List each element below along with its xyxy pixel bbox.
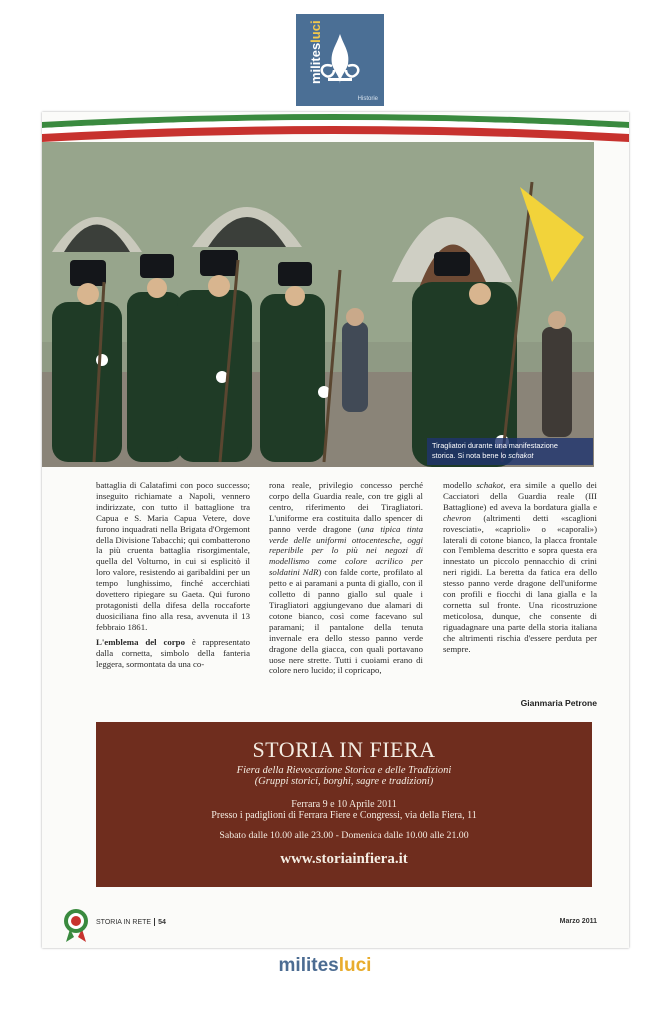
rosette-icon xyxy=(60,907,92,943)
text-run: modello xyxy=(443,480,477,490)
militesluci-logo xyxy=(296,14,384,106)
paragraph xyxy=(443,480,597,655)
article-column-3 xyxy=(443,480,597,655)
reenactment-photo xyxy=(42,142,594,467)
ad-venue: Presso i padiglioni di Ferrara Fiere e Congressi, via della Fiera, 11 xyxy=(211,810,477,821)
text-run: ) con falde corte, profilato al petto e ai paramani a punta di giallo, con il colletto di panno giallo sul quale i Tiragliatori aggiungevano due alamari di cotone bianco, così come facevano sul paramani; il pantalone della tenuta invernale era dello stesso panno verde dragone della giacca, con quali portavano uose nere strette. Tutti i cuoiami erano di colore nero lucido; il copricapo, xyxy=(269,567,423,676)
italic-term: schakot xyxy=(476,480,504,490)
magazine-name: STORIA IN RETE xyxy=(96,918,152,926)
footer-magazine xyxy=(96,918,166,926)
magazine-page xyxy=(42,112,629,948)
paragraph-emblem xyxy=(96,637,250,670)
paragraph xyxy=(269,480,423,676)
caption-italic-word: schakot xyxy=(508,451,534,460)
paragraph: battaglia di Calatafimi con poco successo; inseguito richiamate a Napoli, vennero indirizzate, con tutto il battaglione tra Capua e S. Maria Capua Vetere, dove furono inquadrati nella Brigata d'Orgemont della Divisione Tabacchi; qui combatterono la più cruenta battaglia risorgimentale, quella del Volturno, in cui si esplicitò il loro valore, resistendo ai garibaldini per un tempo lunghissimo, finché accerchiati dovettero ripiegare su Gaeta. Qui furono protagonisti della difesa della roccaforte duosiciliana fino alla resa, avvenuta il 13 febbraio 1861. xyxy=(96,480,250,632)
storia-in-fiera-ad xyxy=(96,722,592,887)
caption-line-2: storica. Si nota bene lo xyxy=(432,451,509,460)
article-column-1 xyxy=(96,480,250,669)
text-run: , era simile a quello dei Cacciatori della Guardia reale (III Battaglione) ed aveva la bordatura gialla e xyxy=(443,480,598,512)
article-body xyxy=(96,480,597,720)
emblem-heading: L'emblema del corpo xyxy=(96,636,185,647)
article-column-2 xyxy=(269,480,423,676)
ad-dates: Ferrara 9 e 10 Aprile 2011 xyxy=(291,799,397,810)
caption-line-1: Tiragliatori durante una manifestazione xyxy=(432,441,558,450)
ad-title: STORIA IN FIERA xyxy=(252,737,436,762)
editor-note: una tipica tinta verde delle uniformi ottocentesche, oggi reperibile per lo più nei negozi di modellismo come colore acrilico per soldatini NdR xyxy=(269,523,423,578)
italic-term: chevron xyxy=(443,512,472,523)
footer-date: Marzo 2011 xyxy=(559,918,597,925)
page-number: 54 xyxy=(158,918,166,926)
photo-caption xyxy=(427,438,593,465)
text-run: (altrimenti detti «scaglioni rovesciati», «caprioli» o «caporali») laterali di cotone bianco, la placca frontale con l'emblema descritto e sopra questa era innestato un piccolo pennacchio di crini neri rigidi. La beretta da fatica era dello stesso panno verde dragone dell'uniforme con profili e fiocchi di lana gialla e la cornetta sul fronte. Una ricostruzione meticolosa, dunque, che consente di riguadagnare una parte della storia italiana che altrimenti rischia d'essere perduta per sempre. xyxy=(443,512,597,654)
logo-tagline: Historie xyxy=(357,96,378,102)
ad-subtitle-2: (Gruppi storici, borghi, sagre e tradizioni) xyxy=(254,776,434,787)
ad-subtitle: Fiera della Rievocazione Storica e delle Tradizioni xyxy=(236,765,452,776)
militesluci-footer-logo: militesluci xyxy=(278,955,372,976)
emblem-text: è rappresentato dalla cornetta, simbolo della fanteria leggera, sormontata da una co- xyxy=(96,636,250,669)
ad-opening-hours: Sabato dalle 10.00 alle 23.00 - Domenica dalle 10.00 alle 21.00 xyxy=(219,830,469,841)
ad-website-link[interactable]: www.storiainfiera.it xyxy=(280,851,408,867)
logo-wordmark: militesluci xyxy=(308,20,323,84)
text-run: rona reale, privilegio concesso perché corpo della Guardia reale, con tre gigli al centro, riferimento dei Tiragliatori. L'uniforme era costituita dallo spencer di panno verde dragone ( xyxy=(269,480,423,534)
article-author: Gianmaria Petrone xyxy=(520,698,597,708)
